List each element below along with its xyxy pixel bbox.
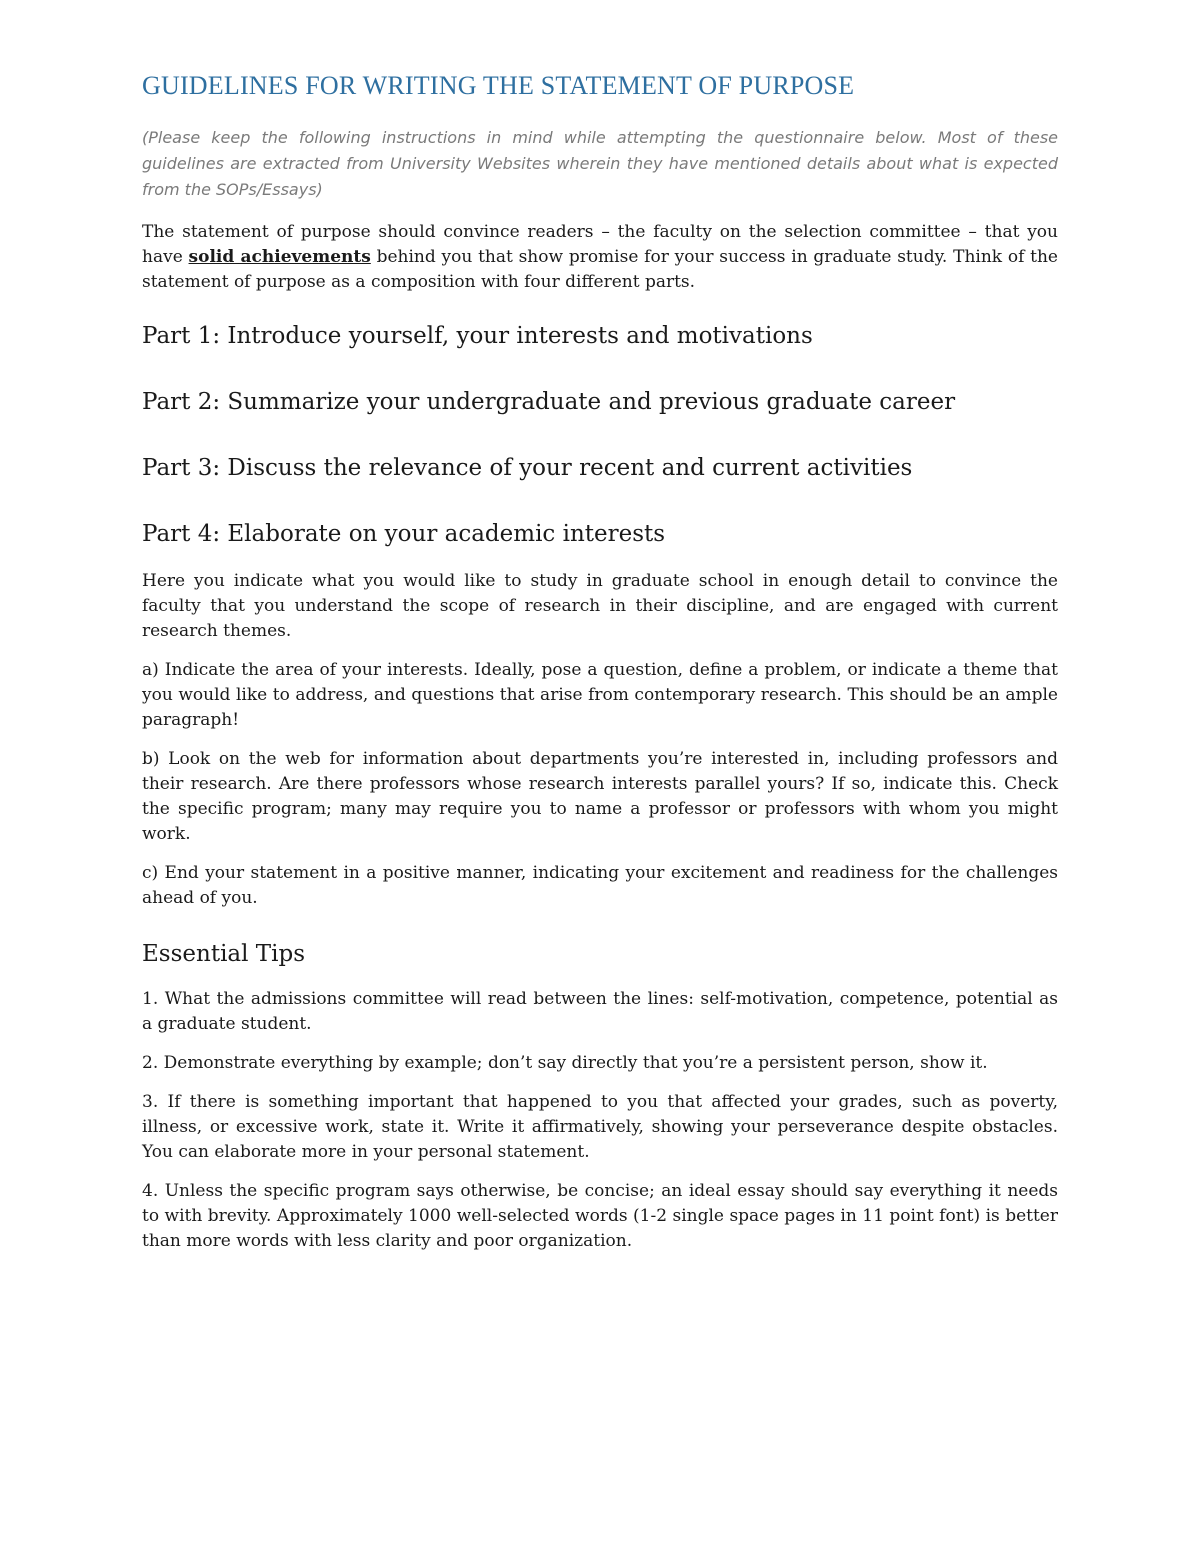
tip-4: 4. Unless the specific program says otherwise, be concise; an ideal essay should say everything it needs to with brevity. Approximately 1000 well-selected words (1-2 single space pages in 11 point font) is better than more words with less clarity and poor organization. [142,1180,1058,1251]
point-b: b) Look on the web for information about departments you’re interested in, including professors and their research. Are there professors whose research interests parallel yours? If so, indicate this. Check the specific program; many may require you to name a professor or professors with whom you might work. [142,748,1058,844]
intro-text-after: behind you that show promise for your success in graduate study. Think of the statement of purpose as a composition with four different parts. [142,246,1058,292]
document-page [142,70,1058,1268]
part-4-heading: Part 4: Elaborate on your academic interests [142,520,666,547]
tip-3: 3. If there is something important that happened to you that affected your grades, such as poverty, illness, or excessive work, state it. Write it affirmatively, showing your perseverance despite obstacles. You can elaborate more in your personal statement. [142,1091,1058,1162]
tip-2: 2. Demonstrate everything by example; don’t say directly that you’re a persistent person, show it. [142,1052,988,1073]
point-c: c) End your statement in a positive manner, indicating your excitement and readiness for the challenges ahead of you. [142,862,1058,908]
tip-1: 1. What the admissions committee will read between the lines: self-motivation, competence, potential as a graduate student. [142,988,1058,1034]
tips-heading: Essential Tips [142,940,306,967]
part-3-heading: Part 3: Discuss the relevance of your recent and current activities [142,454,913,481]
point-a: a) Indicate the area of your interests. Ideally, pose a question, define a problem, or indicate a theme that you would like to address, and questions that arise from contemporary research. This should be an ample paragraph! [142,659,1058,730]
part-1-heading: Part 1: Introduce yourself, your interests and motivations [142,322,813,349]
part-2-heading: Part 2: Summarize your undergraduate and previous graduate career [142,388,956,415]
intro-text-before: The statement of purpose should convince readers – the faculty on the selection committee – that you have [142,221,1058,267]
document-title: GUIDELINES FOR WRITING THE STATEMENT OF PURPOSE [142,71,855,100]
instructions-note: (Please keep the following instructions in mind while attempting the questionnaire below. Most of these guidelines are extracted from University Websites wherein they have mentioned details about what is expected from the SOPs/Essays) [142,127,1058,199]
intro-paragraph [142,220,1058,295]
intro-emphasis: solid achievements [188,246,371,267]
part-4-body: Here you indicate what you would like to study in graduate school in enough detail to convince the faculty that you understand the scope of research in their discipline, and are engaged with current research themes. [142,570,1058,641]
